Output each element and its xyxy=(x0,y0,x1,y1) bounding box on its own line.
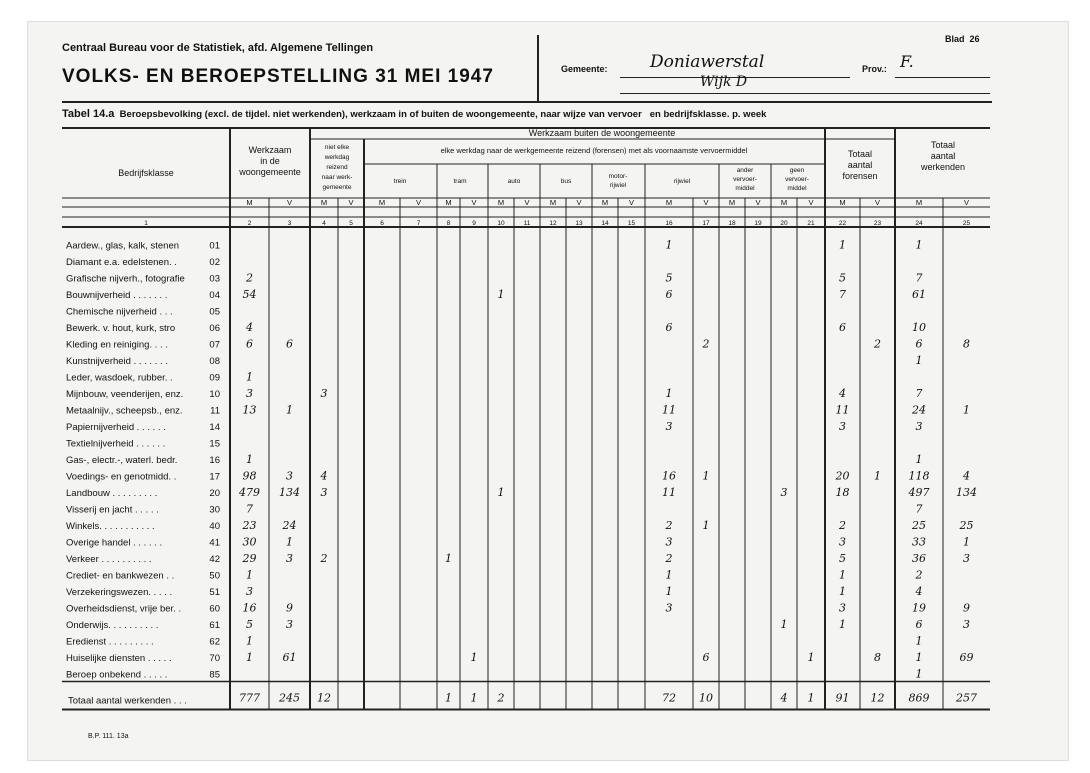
row-cell: 8 xyxy=(874,651,881,664)
col-sex-label: V xyxy=(755,198,761,207)
row-cell: 54 xyxy=(242,288,257,301)
col-sex-label: M xyxy=(320,198,328,207)
row-cell: 25 xyxy=(959,519,974,532)
row-cell: 1 xyxy=(497,288,505,301)
row-code: 40 xyxy=(209,521,220,532)
col-number: 18 xyxy=(728,220,736,227)
row-cell: 7 xyxy=(246,502,253,516)
total-cell: 869 xyxy=(908,691,930,705)
row-label: Grafische nijverh., fotografie xyxy=(66,273,185,285)
row-cell: 1 xyxy=(839,585,846,598)
table-caption: Tabel 14.a Beroepsbevolking (excl. de tijdel. niet werkenden), werkzaam in of buiten de woongemeente, naar wijze van vervoer en bedrijfsklasse. p. week xyxy=(62,108,767,120)
col-number: 4 xyxy=(322,220,326,227)
row-cell: 4 xyxy=(963,469,970,483)
col-sex-label: M xyxy=(378,198,386,207)
blad-number: Blad 26 xyxy=(945,34,980,44)
row-cell: 3 xyxy=(665,535,673,549)
total-cell: 12 xyxy=(870,691,885,705)
col-totaal-forensen: forensen xyxy=(842,171,878,181)
total-cell: 4 xyxy=(780,691,788,705)
row-cell: 11 xyxy=(835,403,850,417)
row-cell: 1 xyxy=(470,651,478,664)
row-label: Landbouw . . . . . . . . . xyxy=(66,488,158,499)
row-cell: 7 xyxy=(915,502,923,516)
row-label: Textielnijverheid . . . . . . xyxy=(66,438,166,450)
col-sex-label: V xyxy=(808,198,814,207)
row-label: Chemische nijverheid . . . xyxy=(66,306,173,318)
col-sex-label: M xyxy=(497,198,505,207)
row-cell: 11 xyxy=(662,403,676,417)
row-cell: 2 xyxy=(665,552,673,565)
col-niet-elke-werkdag: gemeente xyxy=(322,184,352,191)
row-cell: 7 xyxy=(839,288,846,301)
row-code: 41 xyxy=(209,537,220,549)
row-cell: 1 xyxy=(807,651,815,664)
row-code: 14 xyxy=(209,422,220,433)
row-code: 20 xyxy=(209,488,220,499)
row-label: Leder, wasdoek, rubber. . xyxy=(66,372,173,384)
col-number: 14 xyxy=(601,220,609,227)
row-cell: 3 xyxy=(286,469,293,483)
organization-name: Centraal Bureau voor de Statistiek, afd. Algemene Tellingen xyxy=(62,42,374,54)
row-cell: 61 xyxy=(282,651,297,664)
col-number: 16 xyxy=(665,220,673,227)
col-niet-elke-werkdag: werkdag xyxy=(324,154,350,161)
col-motorrijwiel: motor- xyxy=(608,173,628,180)
row-code: 17 xyxy=(209,471,220,483)
col-totaal-werkenden: aantal xyxy=(930,151,956,161)
col-number: 17 xyxy=(702,220,710,227)
row-cell: 7 xyxy=(915,387,923,400)
row-label: Verkeer . . . . . . . . . . xyxy=(66,554,152,565)
row-cell: 3 xyxy=(665,601,673,615)
col-number: 13 xyxy=(575,220,583,227)
total-cell: 12 xyxy=(317,691,331,705)
row-label: Beroep onbekend . . . . . xyxy=(66,669,168,681)
row-cell: 1 xyxy=(286,535,293,549)
row-label: Verzekeringswezen. . . . . xyxy=(66,587,173,598)
row-cell: 3 xyxy=(780,486,788,499)
row-cell: 479 xyxy=(239,486,260,499)
row-cell: 3 xyxy=(839,535,846,549)
row-cell: 23 xyxy=(242,519,257,532)
col-trein: trein xyxy=(393,178,407,185)
row-cell: 1 xyxy=(286,403,293,417)
row-cell: 3 xyxy=(963,618,970,631)
gemeente-label: Gemeente: xyxy=(561,64,608,74)
col-in-woongemeente: woongemeente xyxy=(239,167,301,177)
row-cell: 18 xyxy=(835,486,850,499)
prov-value: F. xyxy=(900,52,914,71)
row-cell: 2 xyxy=(665,519,673,532)
row-label: Winkels. . . . . . . . . . . xyxy=(66,521,155,532)
row-cell: 1 xyxy=(839,238,846,252)
row-cell: 20 xyxy=(835,469,850,483)
col-buiten-woongemeente: Werkzaam buiten de woongemeente xyxy=(528,128,676,138)
col-sex-label: M xyxy=(665,198,673,207)
row-cell: 7 xyxy=(915,271,923,285)
row-code: 09 xyxy=(209,372,220,384)
row-cell: 1 xyxy=(915,453,923,466)
row-cell: 16 xyxy=(662,469,676,483)
row-code: 60 xyxy=(209,603,220,615)
row-cell: 1 xyxy=(246,651,253,664)
row-cell: 98 xyxy=(242,469,257,483)
row-code: 30 xyxy=(209,504,220,516)
row-code: 02 xyxy=(209,257,220,268)
row-cell: 5 xyxy=(246,618,253,631)
row-cell: 13 xyxy=(242,403,257,417)
row-code: 50 xyxy=(209,570,220,582)
row-cell: 1 xyxy=(246,568,253,582)
row-cell: 5 xyxy=(665,271,673,285)
row-cell: 118 xyxy=(908,469,930,483)
col-totaal-werkenden: werkenden xyxy=(920,162,966,172)
col-in-woongemeente: in de xyxy=(260,156,280,166)
col-sex-label: V xyxy=(415,198,422,207)
row-cell: 1 xyxy=(915,634,923,648)
col-number: 22 xyxy=(838,220,847,227)
prov-label: Prov.: xyxy=(862,64,887,74)
row-cell: 3 xyxy=(839,420,846,433)
row-code: 70 xyxy=(209,653,220,664)
row-cell: 1 xyxy=(665,238,673,252)
row-cell: 5 xyxy=(839,271,846,285)
row-cell: 25 xyxy=(912,519,926,532)
col-geen-vervoermiddel: middel xyxy=(787,185,807,192)
col-ander-vervoermiddel: middel xyxy=(735,185,755,192)
row-cell: 29 xyxy=(242,552,257,565)
row-cell: 4 xyxy=(246,321,253,334)
row-code: 05 xyxy=(209,306,220,318)
col-ander-vervoermiddel: vervoer- xyxy=(733,176,757,183)
row-cell: 3 xyxy=(839,601,846,615)
row-code: 11 xyxy=(210,405,220,417)
total-cell: 1 xyxy=(470,691,478,705)
row-code: 04 xyxy=(209,290,220,301)
row-label: Onderwijs. . . . . . . . . . xyxy=(66,620,159,631)
row-cell: 2 xyxy=(915,568,923,582)
row-label: Mijnbouw, veenderijen, enz. xyxy=(66,389,184,400)
row-code: 06 xyxy=(209,323,220,334)
row-cell: 3 xyxy=(320,486,328,499)
col-niet-elke-werkdag: niet elke xyxy=(324,144,350,151)
col-bus: bus xyxy=(560,178,572,185)
row-cell: 1 xyxy=(839,568,846,582)
col-sex-label: V xyxy=(524,198,530,207)
col-in-woongemeente: Werkzaam xyxy=(248,145,292,155)
row-cell: 6 xyxy=(286,337,293,351)
row-cell: 3 xyxy=(286,618,293,631)
row-label: Visserij en jacht . . . . . xyxy=(66,504,159,516)
row-label: Aardew., glas, kalk, stenen xyxy=(66,240,180,252)
row-label: Diamant e.a. edelstenen. . xyxy=(66,257,177,268)
col-niet-elke-werkdag: reizend xyxy=(326,164,348,171)
row-cell: 24 xyxy=(282,519,297,532)
row-code: 61 xyxy=(209,620,220,631)
row-cell: 8 xyxy=(963,337,970,351)
row-cell: 4 xyxy=(915,585,923,598)
row-cell: 1 xyxy=(874,469,881,483)
row-cell: 1 xyxy=(702,519,710,532)
col-rijwiel: rijwiel xyxy=(673,178,691,185)
row-cell: 1 xyxy=(915,354,923,367)
col-sex-label: M xyxy=(549,198,557,207)
row-cell: 3 xyxy=(963,552,970,565)
row-cell: 2 xyxy=(246,271,253,285)
row-code: 01 xyxy=(209,240,220,252)
row-label: Eredienst . . . . . . . . . xyxy=(66,636,154,648)
row-cell: 134 xyxy=(279,486,300,499)
row-cell: 1 xyxy=(915,238,923,252)
row-code: 16 xyxy=(209,455,220,466)
col-geen-vervoermiddel: geen xyxy=(789,167,805,174)
total-cell: 245 xyxy=(279,691,300,705)
col-totaal-forensen: aantal xyxy=(847,160,873,170)
col-sex-label: M xyxy=(780,198,788,207)
row-cell: 19 xyxy=(912,601,926,615)
col-tram: tram xyxy=(453,178,467,185)
row-cell: 5 xyxy=(839,552,846,565)
row-cell: 3 xyxy=(665,420,673,433)
row-cell: 1 xyxy=(963,403,970,417)
total-cell: 1 xyxy=(807,691,815,705)
col-number: 3 xyxy=(287,220,292,227)
col-sex-label: V xyxy=(471,198,477,207)
row-label: Papiernijverheid . . . . . . xyxy=(66,422,166,433)
row-cell: 6 xyxy=(915,618,923,631)
col-sex-label: V xyxy=(576,198,582,207)
row-cell: 3 xyxy=(246,585,253,598)
row-cell: 6 xyxy=(915,337,923,351)
row-cell: 30 xyxy=(242,535,257,549)
row-cell: 6 xyxy=(702,651,710,664)
col-sex-label: M xyxy=(915,198,923,207)
row-cell: 1 xyxy=(246,453,253,466)
col-sex-label: V xyxy=(874,198,881,207)
col-sex-label: V xyxy=(628,198,635,207)
row-cell: 6 xyxy=(665,288,673,301)
row-code: 03 xyxy=(209,273,220,285)
col-sex-label: V xyxy=(703,198,709,207)
total-cell: 1 xyxy=(445,691,452,705)
row-cell: 1 xyxy=(915,651,923,664)
col-auto: auto xyxy=(507,178,521,185)
row-cell: 497 xyxy=(908,486,930,499)
row-cell: 3 xyxy=(320,387,328,400)
row-cell: 61 xyxy=(912,288,926,301)
row-cell: 3 xyxy=(915,420,923,433)
col-sex-label: M xyxy=(246,198,253,207)
row-code: 42 xyxy=(209,554,220,565)
row-code: 62 xyxy=(209,636,220,648)
row-cell: 2 xyxy=(702,337,710,351)
col-niet-elke-werkdag: naar werk- xyxy=(321,174,353,181)
row-label: Metaalnijv., scheepsb., enz. xyxy=(66,405,183,417)
row-code: 15 xyxy=(209,438,220,450)
row-cell: 4 xyxy=(320,469,328,483)
row-cell: 69 xyxy=(959,651,974,664)
col-number: 25 xyxy=(962,220,971,227)
row-label: Crediet- en bankwezen . . xyxy=(66,570,175,582)
row-label: Voedings- en genotmidd. . xyxy=(66,471,177,483)
col-number: 12 xyxy=(549,220,557,227)
row-label: Kunstnijverheid . . . . . . . xyxy=(66,356,168,367)
row-cell: 6 xyxy=(665,321,673,334)
col-number: 10 xyxy=(497,220,505,227)
col-number: 19 xyxy=(754,220,762,227)
row-cell: 1 xyxy=(665,585,673,598)
col-number: 1 xyxy=(144,220,148,227)
total-cell: 2 xyxy=(497,691,505,705)
col-number: 11 xyxy=(523,220,531,227)
row-cell: 1 xyxy=(246,634,253,648)
row-label: Gas-, electr.-, waterl. bedr. xyxy=(66,455,178,466)
row-cell: 36 xyxy=(912,552,926,565)
row-cell: 2 xyxy=(320,552,328,565)
col-totaal-forensen: Totaal xyxy=(847,149,873,159)
row-cell: 9 xyxy=(963,601,970,615)
row-code: 85 xyxy=(209,669,220,681)
col-sex-label: M xyxy=(728,198,736,207)
row-cell: 9 xyxy=(286,601,293,615)
col-number: 5 xyxy=(349,220,353,227)
total-cell: 72 xyxy=(662,691,676,705)
row-cell: 33 xyxy=(912,535,926,549)
row-cell: 16 xyxy=(242,601,257,615)
row-label: Bouwnijverheid . . . . . . . xyxy=(66,290,168,301)
col-number: 9 xyxy=(472,220,476,227)
row-cell: 3 xyxy=(286,552,293,565)
row-cell: 1 xyxy=(665,568,673,582)
col-sex-label: V xyxy=(963,198,970,207)
form-code: B.P. 111. 13a xyxy=(88,733,129,740)
row-code: 10 xyxy=(209,389,220,400)
col-sex-label: V xyxy=(348,198,354,207)
col-sex-label: M xyxy=(601,198,609,207)
row-cell: 1 xyxy=(246,370,253,384)
total-cell: 10 xyxy=(699,691,713,705)
total-label: Totaal aantal werkenden . . . xyxy=(68,695,187,707)
row-code: 07 xyxy=(209,339,220,351)
row-cell: 1 xyxy=(665,387,673,400)
row-cell: 1 xyxy=(780,618,788,631)
row-cell: 2 xyxy=(839,519,846,532)
form-title: VOLKS- EN BEROEPSTELLING 31 MEI 1947 xyxy=(62,66,494,87)
col-bedrijfsklasse: Bedrijfsklasse xyxy=(118,168,174,178)
row-cell: 1 xyxy=(963,535,970,549)
col-number: 23 xyxy=(873,220,882,227)
total-cell: 91 xyxy=(835,691,850,705)
wijk-value: Wijk D xyxy=(700,74,748,90)
col-number: 24 xyxy=(915,220,923,227)
row-code: 08 xyxy=(209,356,220,367)
row-cell: 10 xyxy=(912,321,926,334)
row-cell: 1 xyxy=(445,552,452,565)
col-sex-label: V xyxy=(286,198,293,207)
row-cell: 4 xyxy=(839,387,846,400)
col-motorrijwiel: rijwiel xyxy=(609,182,627,189)
col-sex-label: M xyxy=(445,198,452,207)
row-label: Bewerk. v. hout, kurk, stro xyxy=(66,323,176,334)
row-cell: 11 xyxy=(662,486,676,499)
row-cell: 1 xyxy=(839,618,846,631)
col-number: 21 xyxy=(807,220,815,227)
col-number: 15 xyxy=(627,220,636,227)
row-label: Kleding en reiniging. . . . xyxy=(66,339,168,351)
row-label: Huiselijke diensten . . . . . xyxy=(66,653,172,664)
col-number: 8 xyxy=(446,220,451,227)
row-label: Overheidsdienst, vrije ber. . xyxy=(66,603,182,615)
row-code: 51 xyxy=(209,587,220,598)
row-cell: 1 xyxy=(702,469,710,483)
row-cell: 24 xyxy=(912,403,926,417)
col-sex-label: M xyxy=(839,198,846,207)
row-label: Overige handel . . . . . . xyxy=(66,537,163,549)
col-totaal-werkenden: Totaal xyxy=(930,140,956,150)
col-geen-vervoermiddel: vervoer- xyxy=(785,176,809,183)
col-number: 6 xyxy=(380,220,384,227)
col-number: 2 xyxy=(247,220,252,227)
col-ander-vervoermiddel: ander xyxy=(736,167,754,174)
col-elke-werkdag: elke werkdag naar de werkgemeente reizend (forensen) met als voornaamste vervoermiddel xyxy=(440,146,748,155)
total-cell: 777 xyxy=(239,691,260,705)
row-cell: 2 xyxy=(874,337,881,351)
gemeente-value: Doniawerstal xyxy=(650,52,765,72)
col-number: 20 xyxy=(780,220,788,227)
row-cell: 3 xyxy=(246,387,253,400)
row-cell: 134 xyxy=(956,486,977,499)
col-number: 7 xyxy=(416,220,421,227)
row-cell: 6 xyxy=(839,321,846,334)
total-cell: 257 xyxy=(956,691,977,705)
row-cell: 1 xyxy=(915,667,923,681)
row-cell: 6 xyxy=(246,337,253,351)
row-cell: 1 xyxy=(497,486,505,499)
